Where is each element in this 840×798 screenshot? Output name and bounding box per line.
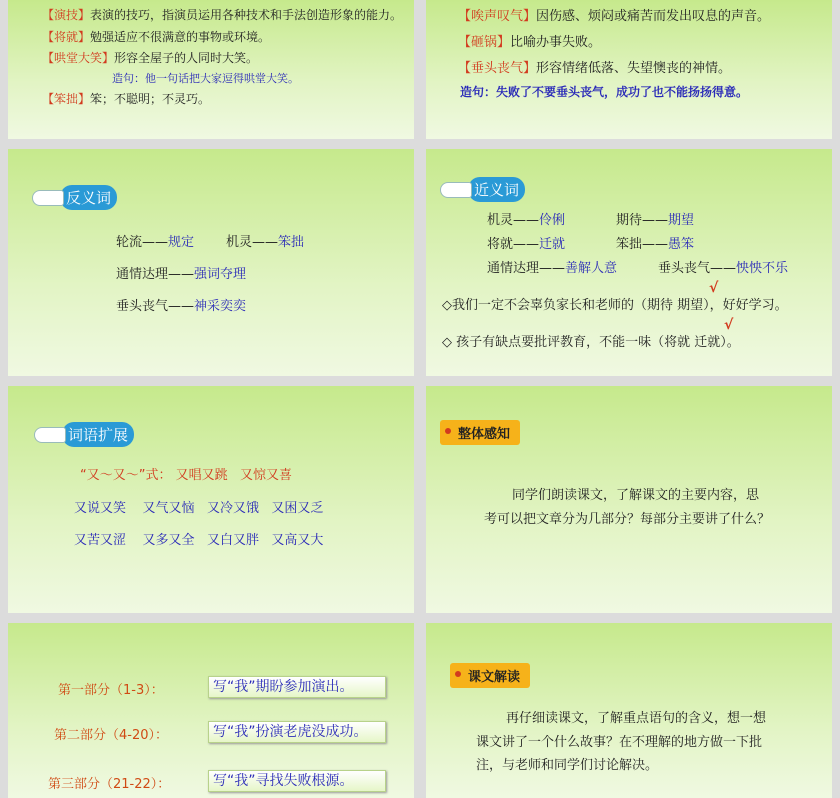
exercise-sentence: ◇我们一定不会辜负家长和老师的（期待 期望），好好学习。 xyxy=(442,298,788,313)
example-word: 又唱又跳 xyxy=(175,468,228,483)
part-label: 第二部分（4-20）： xyxy=(54,728,169,743)
word: 笨拙—— xyxy=(616,237,669,252)
example-sentence: 造句：他一句话把大家逗得哄堂大笑。 xyxy=(112,72,299,85)
word: 期待—— xyxy=(616,213,669,228)
term: 【砸锅】 xyxy=(458,35,511,50)
word: 又白又胖 xyxy=(206,533,259,548)
slide-text-structure[interactable] xyxy=(8,623,414,798)
slide-text-interpretation[interactable] xyxy=(426,623,832,798)
word: 又困又乏 xyxy=(271,501,324,516)
part-summary: 写“我”扮演老虎没成功。 xyxy=(208,721,386,743)
word: 轮流—— xyxy=(116,235,169,250)
word: 机灵—— xyxy=(487,213,540,228)
synonym: 伶俐 xyxy=(539,213,566,228)
check-mark-icon: √ xyxy=(724,317,734,333)
airplane-icon xyxy=(440,182,472,198)
part-label: 第三部分（21-22）： xyxy=(48,777,171,792)
word: 又多又全 xyxy=(142,533,195,548)
term: 【哄堂大笑】 xyxy=(42,51,115,65)
slide-synonyms[interactable] xyxy=(426,149,832,376)
airplane-icon xyxy=(34,427,66,443)
antonym: 神采奕奕 xyxy=(194,299,247,314)
slide-antonyms[interactable] xyxy=(8,149,414,376)
part-summary: 写“我”期盼参加演出。 xyxy=(208,676,386,698)
slide-word-definitions-2[interactable] xyxy=(426,0,832,139)
term: 【垂头丧气】 xyxy=(458,61,537,76)
section-tag: 整体感知 xyxy=(440,420,520,445)
pattern-label: “又～又～”式： xyxy=(80,468,172,483)
word: 垂头丧气—— xyxy=(658,261,737,276)
slide-overall-perception[interactable] xyxy=(426,386,832,613)
definition: 比喻办事失败。 xyxy=(510,35,602,50)
definition: 因伤感、烦闷或痛苦而发出叹息的声音。 xyxy=(536,9,771,24)
word: 又说又笑 xyxy=(74,501,127,516)
section-badge xyxy=(32,185,117,210)
term: 【笨拙】 xyxy=(42,92,91,106)
exercise-sentence: ◇ 孩子有缺点要批评教育，不能一味（将就 迁就）。 xyxy=(442,335,740,350)
word: 通情达理—— xyxy=(116,267,195,282)
word: 又气又恼 xyxy=(142,501,195,516)
word: 又苦又涩 xyxy=(74,533,127,548)
synonym: 善解人意 xyxy=(565,261,618,276)
antonym: 强词夺理 xyxy=(194,267,247,282)
check-mark-icon: √ xyxy=(709,280,719,296)
slide-word-definitions-1[interactable] xyxy=(8,0,414,139)
word: 将就—— xyxy=(487,237,540,252)
word: 机灵—— xyxy=(226,235,279,250)
part-summary: 写“我”寻找失败根源。 xyxy=(208,770,386,792)
synonym: 迁就 xyxy=(539,237,566,252)
term: 【将就】 xyxy=(42,30,91,44)
prompt-text: 同学们朗读课文，了解课文的主要内容，思 xyxy=(512,488,760,503)
word: 通情达理—— xyxy=(487,261,566,276)
part-label: 第一部分（1-3）： xyxy=(58,683,164,698)
prompt-text: 课文讲了一个什么故事？在不理解的地方做一下批 xyxy=(476,735,763,750)
synonym: 怏怏不乐 xyxy=(736,261,789,276)
term: 【演技】 xyxy=(42,8,91,22)
synonym: 愚笨 xyxy=(668,237,695,252)
definition: 形容全屋子的人同时大笑。 xyxy=(114,51,259,65)
section-badge xyxy=(440,177,525,202)
section-badge xyxy=(34,422,134,447)
word: 垂头丧气—— xyxy=(116,299,195,314)
synonym: 期望 xyxy=(668,213,695,228)
section-title: 反义词 xyxy=(60,185,117,210)
prompt-text: 注，与老师和同学们讨论解决。 xyxy=(476,758,659,773)
prompt-text: 考可以把文章分为几部分？每部分主要讲了什么？ xyxy=(484,512,771,527)
antonym: 规定 xyxy=(168,235,195,250)
word: 又冷又饿 xyxy=(206,501,259,516)
definition: 表演的技巧，指演员运用各种技术和手法创造形象的能力。 xyxy=(90,8,403,22)
word: 又高又大 xyxy=(271,533,324,548)
definition: 勉强适应不很满意的事物或环境。 xyxy=(90,30,271,44)
definition: 笨；不聪明；不灵巧。 xyxy=(90,92,211,106)
section-title: 词语扩展 xyxy=(62,422,134,447)
example-sentence: 造句：失败了不要垂头丧气，成功了也不能扬扬得意。 xyxy=(460,85,749,99)
example-word: 又惊又喜 xyxy=(240,468,293,483)
prompt-text: 再仔细读课文，了解重点语句的含义，想一想 xyxy=(506,711,767,726)
slide-word-expansion[interactable] xyxy=(8,386,414,613)
section-tag: 课文解读 xyxy=(450,663,530,688)
term: 【唉声叹气】 xyxy=(458,9,537,24)
antonym: 笨拙 xyxy=(278,235,305,250)
section-title: 近义词 xyxy=(468,177,525,202)
airplane-icon xyxy=(32,190,64,206)
definition: 形容情绪低落、失望懊丧的神情。 xyxy=(536,61,732,76)
